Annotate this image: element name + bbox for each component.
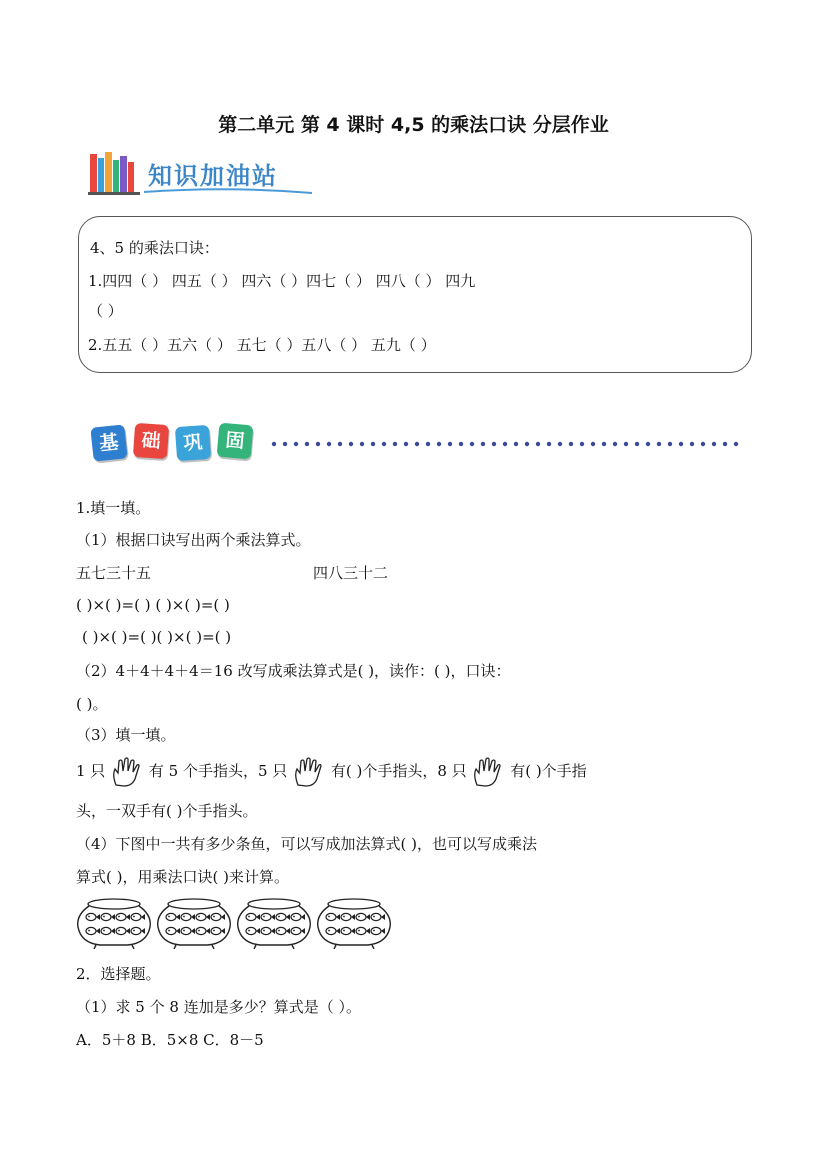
dot — [558, 442, 562, 446]
fish-icon — [131, 927, 145, 934]
fish-icon — [276, 927, 290, 934]
fish-icon — [211, 927, 225, 934]
dot — [613, 442, 617, 446]
dot — [338, 442, 342, 446]
fish-icon — [356, 927, 370, 934]
fish-icon — [291, 913, 305, 920]
fishbowl-icon — [236, 897, 312, 949]
dotted-line — [270, 440, 750, 448]
fish-icon — [131, 913, 145, 920]
dot — [514, 442, 518, 446]
fish-icon — [341, 913, 355, 920]
q3-line-2: 头，一双手有( )个手指头。 — [76, 802, 258, 820]
hand-icon — [292, 757, 326, 787]
basics-tile-3: 巩 — [175, 425, 211, 461]
basics-tile-1: 基 — [90, 424, 127, 461]
dot — [316, 442, 320, 446]
dot — [470, 442, 474, 446]
fish-icon — [276, 913, 290, 920]
q3-part-b: 有 5 个手指头，5 只 — [148, 762, 288, 780]
fish-icon — [341, 927, 355, 934]
fish-icon — [196, 927, 210, 934]
fish-icon — [166, 927, 180, 934]
section2-q1: （1）求 5 个 8 连加是多少？算式是（ ）。 — [76, 998, 361, 1016]
fish-icon — [116, 927, 130, 934]
fishbowl-icon — [316, 897, 392, 949]
dot — [536, 442, 540, 446]
fishbowl-icon — [156, 897, 232, 949]
q1-text: （1）根据口诀写出两个乘法算式。 — [76, 531, 311, 549]
dot — [349, 442, 353, 446]
dot — [668, 442, 672, 446]
section2-heading: 2．选择题。 — [76, 965, 161, 983]
banner-underline — [144, 188, 314, 196]
q4-line-1: （4）下图中一共有多少条鱼，可以写成加法算式( )，也可以写成乘法 — [76, 835, 538, 853]
dot — [547, 442, 551, 446]
dot — [272, 442, 276, 446]
dot — [701, 442, 705, 446]
hand-icon — [471, 757, 505, 787]
dot — [393, 442, 397, 446]
fish-icon — [116, 913, 130, 920]
q3-part-d: 有( )个手指 — [510, 762, 587, 780]
fish-icon — [101, 927, 115, 934]
dot — [580, 442, 584, 446]
knowledge-line-1b: （ ） — [88, 302, 123, 320]
dot — [459, 442, 463, 446]
knowledge-banner — [88, 150, 318, 198]
fish-icon — [326, 927, 340, 934]
dot — [657, 442, 661, 446]
basics-tile-4: 固 — [217, 423, 254, 460]
dot — [426, 442, 430, 446]
dot — [723, 442, 727, 446]
fish-icon — [181, 913, 195, 920]
dot — [360, 442, 364, 446]
books-icon — [88, 150, 148, 196]
fish-icon — [101, 913, 115, 920]
q3-part-a: 1 只 — [76, 762, 106, 780]
dot — [481, 442, 485, 446]
fish-icon — [166, 913, 180, 920]
fish-icon — [86, 913, 100, 920]
dot — [635, 442, 639, 446]
fishbowl-icon — [76, 897, 152, 949]
dot — [382, 442, 386, 446]
fish-icon — [181, 927, 195, 934]
fish-icon — [291, 927, 305, 934]
dot — [492, 442, 496, 446]
dot — [602, 442, 606, 446]
dot — [679, 442, 683, 446]
dot — [624, 442, 628, 446]
fish-icon — [246, 927, 260, 934]
knowledge-line-2: 2.五五（ ）五六（ ） 五七（ ）五八（ ） 五九（ ） — [88, 336, 436, 354]
knowledge-banner-label: 知识加油站 — [148, 162, 278, 190]
fish-icon — [371, 927, 385, 934]
dot — [712, 442, 716, 446]
knowledge-line-1: 1.四四（ ） 四五（ ） 四六（ ）四七（ ） 四八（ ） 四九 — [88, 272, 476, 290]
basics-banner — [90, 420, 750, 470]
q4-line-2: 算式( )，用乘法口诀( )来计算。 — [76, 868, 289, 886]
dot — [690, 442, 694, 446]
section1-heading: 1.填一填。 — [76, 499, 151, 517]
q1-left-phrase: 五七三十五 — [76, 564, 152, 582]
fish-icon — [261, 913, 275, 920]
knowledge-heading: 4、5 的乘法口诀： — [90, 239, 219, 257]
fish-icon — [356, 913, 370, 920]
fish-icon — [326, 913, 340, 920]
hand-icon — [110, 757, 144, 787]
dot — [646, 442, 650, 446]
section2-options: A．5＋8 B．5×8 C．8－5 — [76, 1031, 264, 1049]
dot — [525, 442, 529, 446]
dot — [305, 442, 309, 446]
dot — [371, 442, 375, 446]
fish-icon — [371, 913, 385, 920]
dot — [591, 442, 595, 446]
q2-line-2: ( )。 — [76, 695, 108, 713]
fish-icon — [211, 913, 225, 920]
q2-line-1: （2）4＋4＋4＋4＝16 改写成乘法算式是( )，读作：( )，口诀： — [76, 662, 511, 680]
q3-heading: （3）填一填。 — [76, 726, 176, 744]
dot — [503, 442, 507, 446]
fish-icon — [261, 927, 275, 934]
fish-icon — [246, 913, 260, 920]
dot — [734, 442, 738, 446]
q3-part-c: 有( )个手指头，8 只 — [330, 762, 467, 780]
q1-right-phrase: 四八三十二 — [313, 564, 389, 582]
q1-row-2: ( )×( )=( )( )×( )=( ) — [82, 628, 232, 646]
basics-tile-2: 础 — [133, 423, 169, 459]
dot — [415, 442, 419, 446]
dot — [437, 442, 441, 446]
dot — [327, 442, 331, 446]
fish-icon — [196, 913, 210, 920]
dot — [404, 442, 408, 446]
dot — [569, 442, 573, 446]
dot — [448, 442, 452, 446]
dot — [294, 442, 298, 446]
dot — [283, 442, 287, 446]
page-title: 第二单元 第 4 课时 4,5 的乘法口诀 分层作业 — [218, 114, 609, 136]
fish-icon — [86, 927, 100, 934]
q1-row-1: ( )×( )=( ) ( )×( )=( ) — [76, 596, 230, 614]
q3-line-1 — [76, 756, 587, 787]
